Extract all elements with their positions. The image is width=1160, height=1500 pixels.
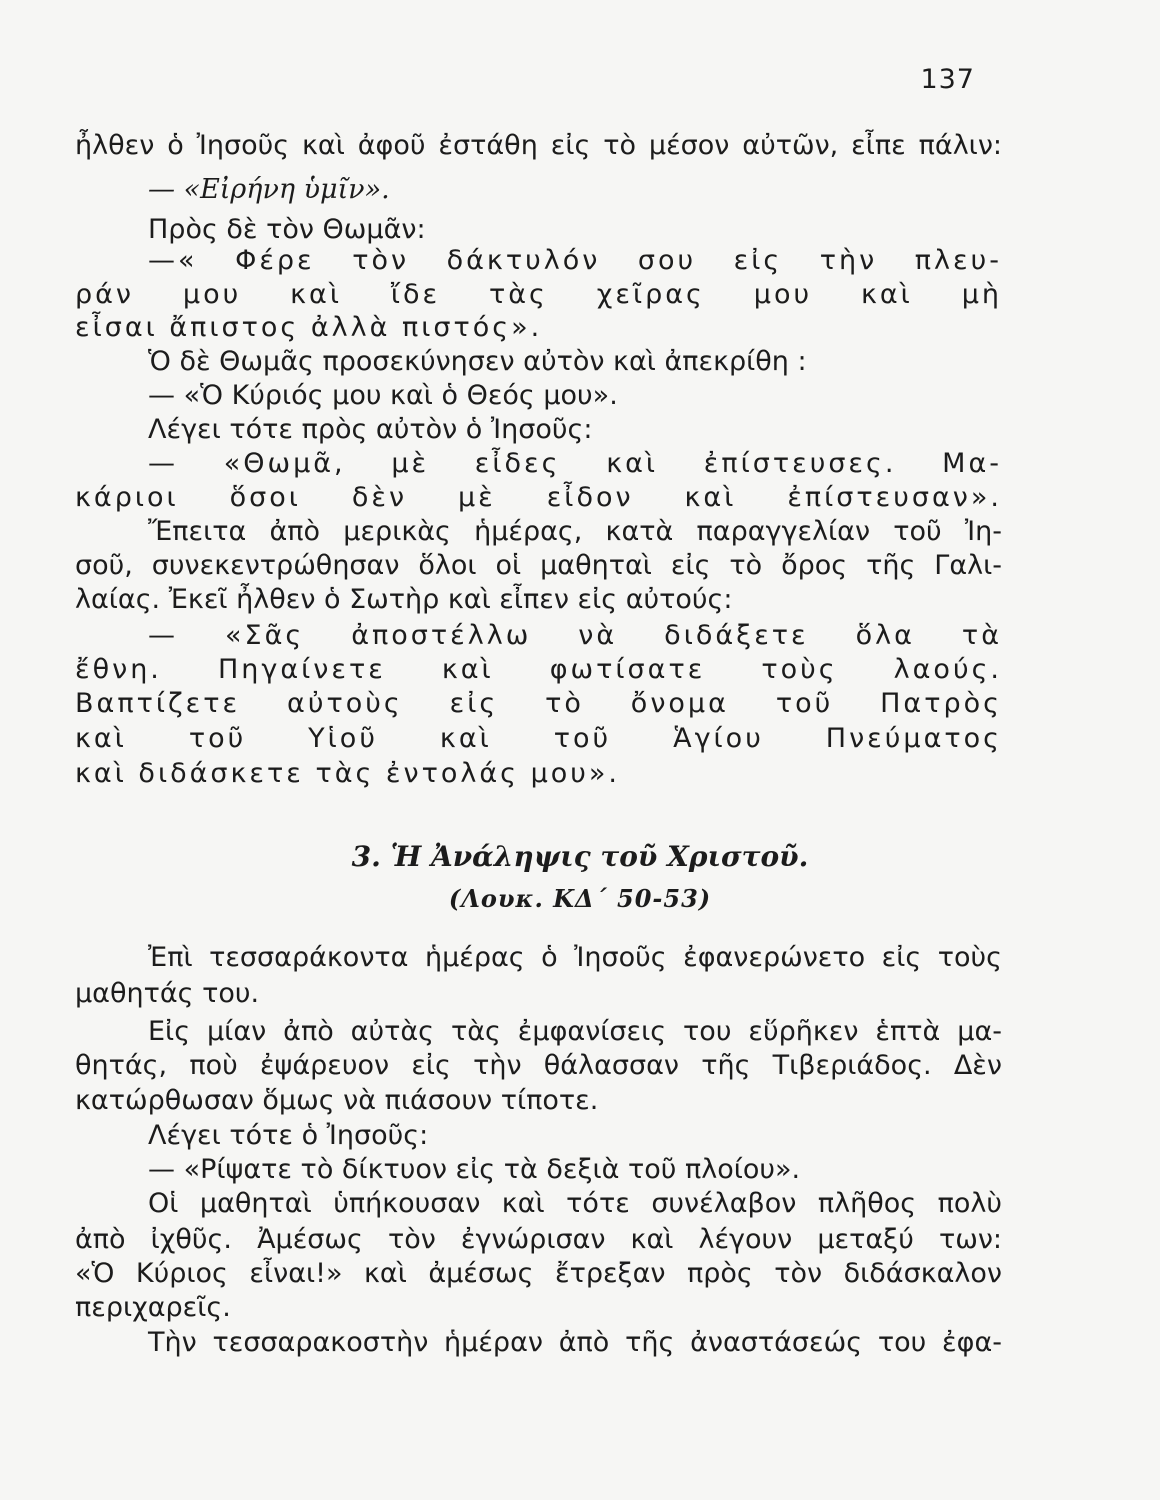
page-number: 137 <box>920 64 975 95</box>
text-line: περιχαρεῖς. <box>75 1292 231 1323</box>
text-line: Πρὸς δὲ τὸν Θωμᾶν: <box>148 214 426 245</box>
text-line: εἶσαι ἄπιστος ἀλλὰ πιστός». <box>75 312 543 343</box>
text-line: σοῦ, συνεκεντρώθησαν ὅλοι οἱ μαθηταὶ εἰς τὸ ὄρος τῆς Γαλι- <box>75 550 1002 581</box>
text-line: Ἐπὶ τεσσαράκοντα ἡμέρας ὁ Ἰησοῦς ἐφανερώνετο εἰς τοὺς <box>148 942 1002 973</box>
text-line: μαθητάς του. <box>75 978 260 1009</box>
text-line: — «Σᾶς ἀποστέλλω νὰ διδάξετε ὅλα τὰ <box>148 620 1002 651</box>
text-line: — «Εἰρήνη ὑμῖν». <box>148 174 390 205</box>
section-title: 3. Ἡ Ἀνάληψις τοῦ Χριστοῦ. <box>351 840 809 873</box>
text-line: Ἔπειτα ἀπὸ μερικὰς ἡμέρας, κατὰ παραγγελίαν τοῦ Ἰη- <box>148 516 1002 547</box>
text-line: Τὴν τεσσαρακοστὴν ἡμέραν ἀπὸ τῆς ἀναστάσεώς του ἐφα- <box>148 1327 1002 1358</box>
text-line: λαίας. Ἐκεῖ ἦλθεν ὁ Σωτὴρ καὶ εἶπεν εἰς αὐτούς: <box>75 584 733 615</box>
text-line: Λέγει τότε ὁ Ἰησοῦς: <box>148 1120 429 1151</box>
text-line: Οἱ μαθηταὶ ὑπήκουσαν καὶ τότε συνέλαβον πλῆθος πολὺ <box>148 1188 1002 1219</box>
text-line: — «Ὁ Κύριός μου καὶ ὁ Θεός μου». <box>148 380 618 411</box>
text-line: κάριοι ὅσοι δὲν μὲ εἶδον καὶ ἐπίστευσαν». <box>75 482 1002 513</box>
text-line: κατώρθωσαν ὅμως νὰ πιάσουν τίποτε. <box>75 1085 599 1116</box>
section-reference: (Λουκ. ΚΔ΄ 50-53) <box>448 884 712 913</box>
text-line: καὶ τοῦ Υἱοῦ καὶ τοῦ Ἁγίου Πνεύματος <box>75 723 1002 754</box>
text-line: Λέγει τότε πρὸς αὐτὸν ὁ Ἰησοῦς: <box>148 414 593 445</box>
text-line: — «Ρίψατε τὸ δίκτυον εἰς τὰ δεξιὰ τοῦ πλοίου». <box>148 1154 801 1185</box>
text-line: Ὁ δὲ Θωμᾶς προσεκύνησεν αὐτὸν καὶ ἀπεκρίθη : <box>148 346 807 377</box>
text-line: ἀπὸ ἰχθῦς. Ἀμέσως τὸν ἐγνώρισαν καὶ λέγουν μεταξύ των: <box>75 1224 1002 1255</box>
text-line: ἔθνη. Πηγαίνετε καὶ φωτίσατε τοὺς λαούς. <box>75 654 1002 685</box>
text-line: «Ὁ Κύριος εἶναι!» καὶ ἀμέσως ἔτρεξαν πρὸς τὸν διδάσκαλον <box>75 1258 1002 1289</box>
text-line: Βαπτίζετε αὐτοὺς εἰς τὸ ὄνομα τοῦ Πατρὸς <box>75 688 1002 719</box>
text-line: ράν μου καὶ ἴδε τὰς χεῖρας μου καὶ μὴ <box>75 279 1002 310</box>
text-line: Εἰς μίαν ἀπὸ αὐτὰς τὰς ἐμφανίσεις του εὕρῆκεν ἑπτὰ μα- <box>148 1016 1002 1047</box>
text-line: ἦλθεν ὁ Ἰησοῦς καὶ ἀφοῦ ἐστάθη εἰς τὸ μέσον αὐτῶν, εἶπε πάλιν: <box>75 130 1002 161</box>
text-line: θητάς, ποὺ ἐψάρευον εἰς τὴν θάλασσαν τῆς Τιβεριάδος. Δὲν <box>75 1050 1002 1081</box>
text-line: — «Θωμᾶ, μὲ εἶδες καὶ ἐπίστευσες. Μα- <box>148 448 1002 479</box>
text-line: —« Φέρε τὸν δάκτυλόν σου εἰς τὴν πλευ- <box>148 245 1002 276</box>
text-line: καὶ διδάσκετε τὰς ἐντολάς μου». <box>75 758 621 789</box>
